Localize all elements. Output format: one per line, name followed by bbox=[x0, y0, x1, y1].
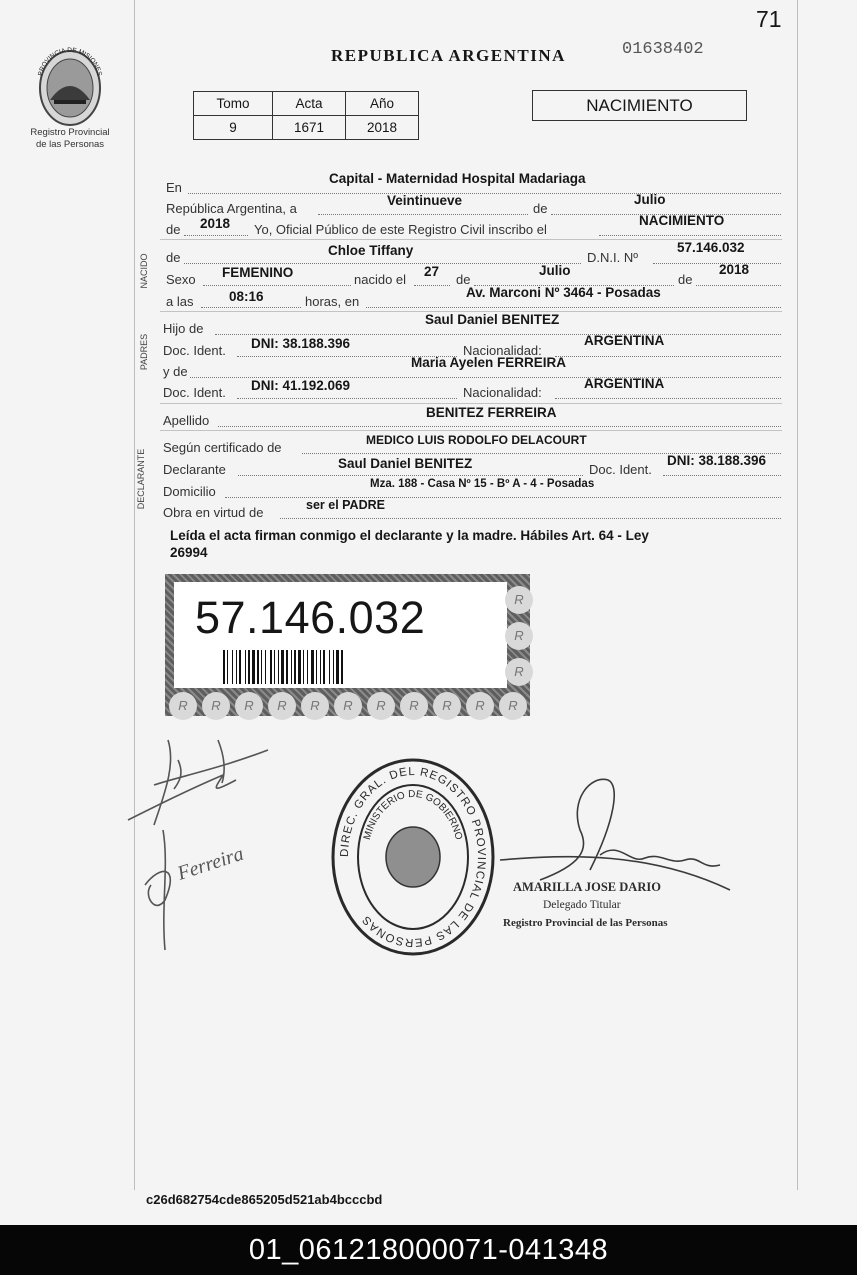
dotted-line bbox=[201, 307, 301, 308]
dotted-line bbox=[215, 334, 781, 335]
dotted-line bbox=[555, 356, 781, 357]
barcode-bar bbox=[248, 650, 250, 684]
closing-note bbox=[170, 527, 765, 561]
barcode-bar bbox=[311, 650, 314, 684]
barcode-bar bbox=[303, 650, 304, 684]
value-declarante: Saul Daniel BENITEZ bbox=[338, 456, 473, 471]
value-padre-doc: DNI: 38.188.396 bbox=[251, 336, 351, 351]
official-office: Registro Provincial de las Personas bbox=[503, 917, 668, 929]
pattern-r-mark: R bbox=[235, 692, 263, 720]
label-obra-en-virtud: Obra en virtud de bbox=[163, 505, 264, 520]
acta-header: Acta bbox=[273, 92, 346, 116]
section-separator bbox=[160, 430, 782, 431]
barcode-bar bbox=[245, 650, 246, 684]
pattern-r-mark: R bbox=[400, 692, 428, 720]
barcode-bar bbox=[291, 650, 292, 684]
label-a-las: a las bbox=[166, 294, 194, 309]
label-de: de bbox=[166, 222, 181, 237]
pattern-r-mark: R bbox=[334, 692, 362, 720]
barcode-bar bbox=[329, 650, 330, 684]
barcode-bar bbox=[261, 650, 262, 684]
label-yo-oficial: Yo, Oficial Público de este Registro Civil inscribo el bbox=[254, 222, 547, 237]
barcode-bar bbox=[341, 650, 343, 684]
closing-note-line1: Leída el acta firman conmigo el declarante y la madre. Hábiles Art. 64 - Ley bbox=[170, 528, 649, 543]
value-madre-nac: ARGENTINA bbox=[584, 376, 665, 391]
pattern-r-mark: R bbox=[169, 692, 197, 720]
label-doc-ident: Doc. Ident. bbox=[163, 385, 226, 400]
value-anio-inscripcion: 2018 bbox=[200, 216, 231, 231]
barcode-bar bbox=[236, 650, 237, 684]
label-hijo-de: Hijo de bbox=[163, 321, 204, 336]
barcode-bar bbox=[265, 650, 266, 684]
pattern-r-mark: R bbox=[505, 658, 533, 686]
label-de: de bbox=[533, 201, 548, 216]
value-tipo-inscripcion: NACIMIENTO bbox=[639, 213, 725, 228]
barcode-bar bbox=[316, 650, 317, 684]
label-horas-en: horas, en bbox=[305, 294, 360, 309]
dotted-line bbox=[653, 263, 781, 264]
label-en: En bbox=[166, 180, 182, 195]
page-number: 71 bbox=[756, 6, 782, 32]
dotted-line bbox=[555, 398, 781, 399]
label-doc-ident: Doc. Ident. bbox=[589, 462, 652, 477]
dotted-line bbox=[280, 518, 781, 519]
value-madre: Maria Ayelen FERREIRA bbox=[411, 355, 567, 370]
dotted-line bbox=[599, 235, 781, 236]
document-title: REPUBLICA ARGENTINA bbox=[331, 46, 566, 65]
serial-number: 01638402 bbox=[622, 40, 704, 59]
label-nacionalidad: Nacionalidad: bbox=[463, 343, 542, 358]
dotted-line bbox=[663, 475, 781, 476]
label-segun-certificado: Según certificado de bbox=[163, 440, 282, 455]
barcode-bar bbox=[227, 650, 228, 684]
section-padres-label: PADRES bbox=[139, 333, 149, 371]
dotted-line bbox=[237, 398, 457, 399]
svg-text:DIREC. GRAL. DEL REGISTRO PROV: DIREC. GRAL. DEL REGISTRO PROVINCIAL DE LAS PERSONAS bbox=[338, 765, 488, 949]
value-lugar: Capital - Maternidad Hospital Madariaga bbox=[329, 171, 586, 186]
tomo-value: 9 bbox=[194, 116, 273, 140]
pattern-r-mark: R bbox=[367, 692, 395, 720]
anio-header: Año bbox=[346, 92, 419, 116]
value-hora: 08:16 bbox=[229, 289, 264, 304]
footer-code: 01_061218000071-041348 bbox=[0, 1225, 857, 1275]
barcode-bar bbox=[323, 650, 325, 684]
dni-pattern-column bbox=[508, 586, 530, 690]
barcode bbox=[223, 650, 421, 684]
barcode-bar bbox=[278, 650, 279, 684]
pattern-r-mark: R bbox=[505, 586, 533, 614]
dni-pattern-row bbox=[169, 692, 529, 720]
label-doc-ident: Doc. Ident. bbox=[163, 343, 226, 358]
pattern-r-mark: R bbox=[301, 692, 329, 720]
official-role: Delegado Titular bbox=[543, 899, 621, 911]
svg-text:PROVINCIA DE MISIONES: PROVINCIA DE MISIONES bbox=[37, 46, 103, 77]
label-apellido: Apellido bbox=[163, 413, 210, 428]
label-nacionalidad: Nacionalidad: bbox=[463, 385, 542, 400]
dotted-line bbox=[184, 235, 248, 236]
barcode-bar bbox=[333, 650, 334, 684]
dotted-line bbox=[203, 285, 351, 286]
value-nombre: Chloe Tiffany bbox=[328, 243, 414, 258]
pattern-r-mark: R bbox=[202, 692, 230, 720]
document-hash: c26d682754cde865205d521ab4bcccbd bbox=[146, 1192, 383, 1207]
record-table bbox=[193, 91, 419, 140]
closing-note-line2: 26994 bbox=[170, 545, 208, 560]
value-certificado: MEDICO LUIS RODOLFO DELACOURT bbox=[366, 433, 587, 447]
barcode-bar bbox=[257, 650, 259, 684]
barcode-bar bbox=[252, 650, 255, 684]
value-declarante-doc: DNI: 38.188.396 bbox=[667, 453, 767, 468]
value-mes-nac: Julio bbox=[539, 263, 571, 278]
label-dni: D.N.I. Nº bbox=[587, 250, 638, 265]
pattern-r-mark: R bbox=[268, 692, 296, 720]
section-separator bbox=[160, 403, 782, 404]
dotted-line bbox=[218, 426, 781, 427]
label-nacido-el: nacido el bbox=[354, 272, 407, 287]
dotted-line bbox=[414, 285, 450, 286]
section-nacido-label: NACIDO bbox=[139, 253, 149, 289]
barcode-bar bbox=[286, 650, 288, 684]
label-de: de bbox=[456, 272, 471, 287]
label-de: de bbox=[166, 250, 181, 265]
barcode-bar bbox=[274, 650, 275, 684]
mother-signature-text: Ferreira bbox=[174, 842, 247, 885]
dotted-line bbox=[696, 285, 781, 286]
value-padre-nac: ARGENTINA bbox=[584, 333, 665, 348]
dotted-line bbox=[184, 263, 581, 264]
pattern-r-mark: R bbox=[466, 692, 494, 720]
barcode-bar bbox=[294, 650, 296, 684]
official-name: AMARILLA JOSE DARIO bbox=[513, 880, 661, 894]
tomo-header: Tomo bbox=[194, 92, 273, 116]
pattern-r-mark: R bbox=[505, 622, 533, 650]
value-anio-nac: 2018 bbox=[719, 262, 750, 277]
act-type-box: NACIMIENTO bbox=[532, 90, 747, 121]
value-dia-nac: 27 bbox=[424, 264, 440, 279]
label-domicilio: Domicilio bbox=[163, 484, 216, 499]
barcode-bar bbox=[320, 650, 321, 684]
barcode-bar bbox=[307, 650, 308, 684]
barcode-bar bbox=[298, 650, 301, 684]
label-y-de: y de bbox=[163, 364, 188, 379]
barcode-bar bbox=[270, 650, 272, 684]
value-dia-texto: Veintinueve bbox=[387, 193, 463, 208]
left-margin-line bbox=[134, 0, 135, 1190]
section-declarante-label: DECLARANTE bbox=[136, 448, 146, 510]
pattern-r-mark: R bbox=[499, 692, 527, 720]
value-lugar-nac: Av. Marconi Nº 3464 - Posadas bbox=[466, 285, 661, 300]
value-padre: Saul Daniel BENITEZ bbox=[425, 312, 560, 327]
label-sexo: Sexo bbox=[166, 272, 196, 287]
label-declarante: Declarante bbox=[163, 462, 226, 477]
dni-sticker-number: 57.146.032 bbox=[195, 592, 426, 643]
province-seal-icon bbox=[32, 40, 108, 128]
dotted-line bbox=[188, 193, 781, 194]
label-republica: República Argentina, a bbox=[166, 201, 297, 216]
barcode-bar bbox=[336, 650, 339, 684]
value-dni: 57.146.032 bbox=[677, 240, 745, 255]
registry-caption bbox=[14, 127, 126, 151]
dotted-line bbox=[318, 214, 528, 215]
dotted-line bbox=[238, 475, 583, 476]
registry-caption-line1: Registro Provincial bbox=[30, 127, 110, 138]
value-madre-doc: DNI: 41.192.069 bbox=[251, 378, 351, 393]
label-de: de bbox=[678, 272, 693, 287]
pattern-r-mark: R bbox=[433, 692, 461, 720]
value-apellido: BENITEZ FERREIRA bbox=[426, 405, 557, 420]
right-margin-line bbox=[797, 0, 798, 1190]
barcode-bar bbox=[223, 650, 225, 684]
value-obra: ser el PADRE bbox=[306, 498, 385, 512]
value-mes-inscripcion: Julio bbox=[634, 192, 666, 207]
barcode-bar bbox=[232, 650, 233, 684]
svg-text:MINISTERIO DE GOBIERNO: MINISTERIO DE GOBIERNO bbox=[361, 788, 465, 842]
dotted-line bbox=[366, 307, 781, 308]
mother-signature bbox=[125, 825, 265, 955]
barcode-bar bbox=[281, 650, 284, 684]
barcode-bar bbox=[239, 650, 241, 684]
acta-value: 1671 bbox=[273, 116, 346, 140]
registry-caption-line2: de las Personas bbox=[35, 139, 105, 150]
anio-value: 2018 bbox=[346, 116, 419, 140]
value-sexo: FEMENINO bbox=[222, 265, 294, 280]
value-domicilio: Mza. 188 - Casa Nº 15 - Bº A - 4 - Posadas bbox=[370, 478, 595, 490]
